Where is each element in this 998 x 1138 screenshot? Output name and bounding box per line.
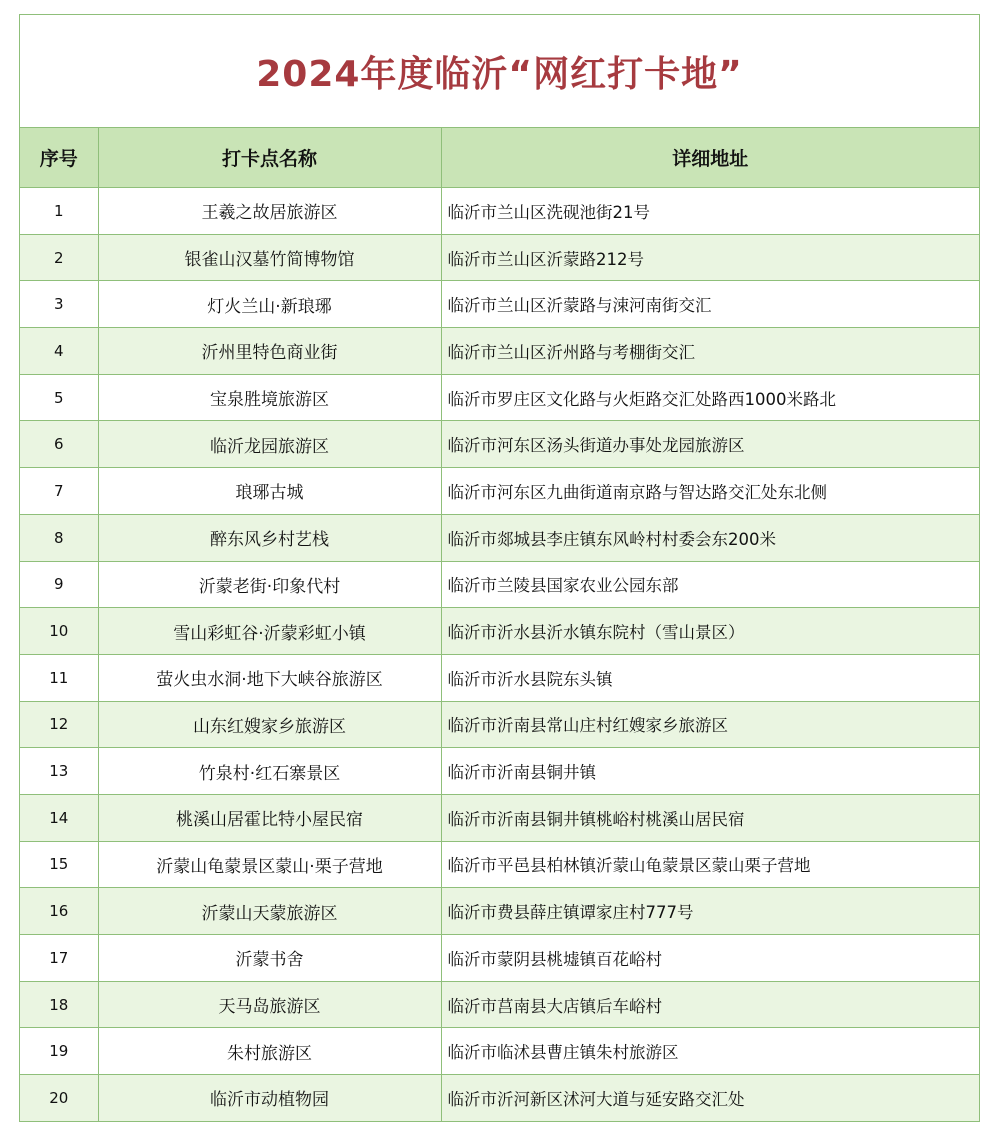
column-header-address: 详细地址 (441, 128, 979, 188)
column-header-name: 打卡点名称 (98, 128, 441, 188)
row-name-cell: 沂蒙老街·印象代村 (98, 561, 441, 608)
table-row (20, 608, 979, 655)
row-address-cell: 临沂市兰陵县国家农业公园东部 (441, 561, 979, 608)
row-name-cell: 山东红嫂家乡旅游区 (98, 701, 441, 748)
row-index-cell: 1 (20, 188, 98, 235)
row-index-cell: 9 (20, 561, 98, 608)
row-index-cell: 5 (20, 374, 98, 421)
row-address-cell: 临沂市临沭县曹庄镇朱村旅游区 (441, 1028, 979, 1075)
row-address-cell: 临沂市沂南县铜井镇桃峪村桃溪山居民宿 (441, 794, 979, 841)
table-header-row (20, 128, 979, 188)
row-address-cell: 临沂市兰山区沂州路与考棚街交汇 (441, 328, 979, 375)
row-index-cell: 4 (20, 328, 98, 375)
row-address-cell: 临沂市蒙阴县桃墟镇百花峪村 (441, 935, 979, 982)
row-name-cell: 朱村旅游区 (98, 1028, 441, 1075)
row-name-cell: 桃溪山居霍比特小屋民宿 (98, 794, 441, 841)
row-name-cell: 灯火兰山·新琅琊 (98, 281, 441, 328)
row-address-cell: 临沂市沂水县沂水镇东院村（雪山景区） (441, 608, 979, 655)
page-title: 2024年度临沂“网红打卡地” (256, 53, 743, 95)
row-address-cell: 临沂市罗庄区文化路与火炬路交汇处路西1000米路北 (441, 374, 979, 421)
row-address-cell: 临沂市沂水县院东头镇 (441, 654, 979, 701)
row-address-cell: 临沂市兰山区沂蒙路与涑河南街交汇 (441, 281, 979, 328)
row-address-cell: 临沂市沂南县铜井镇 (441, 748, 979, 795)
column-header-index: 序号 (20, 128, 98, 188)
row-index-cell: 12 (20, 701, 98, 748)
row-name-cell: 雪山彩虹谷·沂蒙彩虹小镇 (98, 608, 441, 655)
spots-table (20, 128, 979, 1121)
row-index-cell: 15 (20, 841, 98, 888)
row-address-cell: 临沂市兰山区沂蒙路212号 (441, 234, 979, 281)
row-name-cell: 竹泉村·红石寨景区 (98, 748, 441, 795)
row-index-cell: 7 (20, 468, 98, 515)
table-row (20, 514, 979, 561)
table-row (20, 654, 979, 701)
row-index-cell: 19 (20, 1028, 98, 1075)
row-address-cell: 临沂市沂南县常山庄村红嫂家乡旅游区 (441, 701, 979, 748)
table-row (20, 748, 979, 795)
table-row (20, 561, 979, 608)
row-address-cell: 临沂市兰山区洗砚池街21号 (441, 188, 979, 235)
table-row (20, 234, 979, 281)
table-row (20, 794, 979, 841)
row-address-cell: 临沂市河东区汤头街道办事处龙园旅游区 (441, 421, 979, 468)
row-name-cell: 银雀山汉墓竹简博物馆 (98, 234, 441, 281)
row-address-cell: 临沂市莒南县大店镇后车峪村 (441, 981, 979, 1028)
row-index-cell: 17 (20, 935, 98, 982)
row-index-cell: 11 (20, 654, 98, 701)
row-address-cell: 临沂市河东区九曲街道南京路与智达路交汇处东北侧 (441, 468, 979, 515)
row-name-cell: 天马岛旅游区 (98, 981, 441, 1028)
table-row (20, 188, 979, 235)
row-index-cell: 20 (20, 1075, 98, 1121)
row-name-cell: 临沂市动植物园 (98, 1075, 441, 1121)
row-name-cell: 宝泉胜境旅游区 (98, 374, 441, 421)
row-address-cell: 临沂市费县薛庄镇谭家庄村777号 (441, 888, 979, 935)
row-index-cell: 16 (20, 888, 98, 935)
row-index-cell: 6 (20, 421, 98, 468)
table-row (20, 935, 979, 982)
row-name-cell: 沂蒙山龟蒙景区蒙山·栗子营地 (98, 841, 441, 888)
row-address-cell: 临沂市郯城县李庄镇东风岭村村委会东200米 (441, 514, 979, 561)
table-row (20, 1075, 979, 1121)
row-index-cell: 13 (20, 748, 98, 795)
table-row (20, 981, 979, 1028)
row-name-cell: 萤火虫水洞·地下大峡谷旅游区 (98, 654, 441, 701)
row-name-cell: 沂蒙山天蒙旅游区 (98, 888, 441, 935)
table-row (20, 374, 979, 421)
row-name-cell: 琅琊古城 (98, 468, 441, 515)
checkin-spots-table-sheet (19, 14, 980, 1122)
row-index-cell: 18 (20, 981, 98, 1028)
row-address-cell: 临沂市沂河新区沭河大道与延安路交汇处 (441, 1075, 979, 1121)
table-row (20, 1028, 979, 1075)
row-name-cell: 王羲之故居旅游区 (98, 188, 441, 235)
row-index-cell: 14 (20, 794, 98, 841)
row-index-cell: 8 (20, 514, 98, 561)
title-row (20, 15, 979, 128)
row-name-cell: 沂州里特色商业街 (98, 328, 441, 375)
table-row (20, 421, 979, 468)
table-row (20, 468, 979, 515)
table-row (20, 701, 979, 748)
table-row (20, 888, 979, 935)
row-index-cell: 3 (20, 281, 98, 328)
table-row (20, 328, 979, 375)
row-name-cell: 临沂龙园旅游区 (98, 421, 441, 468)
row-name-cell: 醉东风乡村艺栈 (98, 514, 441, 561)
table-row (20, 281, 979, 328)
row-address-cell: 临沂市平邑县柏林镇沂蒙山龟蒙景区蒙山栗子营地 (441, 841, 979, 888)
row-index-cell: 2 (20, 234, 98, 281)
table-row (20, 841, 979, 888)
table-body (20, 188, 979, 1121)
row-name-cell: 沂蒙书舍 (98, 935, 441, 982)
row-index-cell: 10 (20, 608, 98, 655)
